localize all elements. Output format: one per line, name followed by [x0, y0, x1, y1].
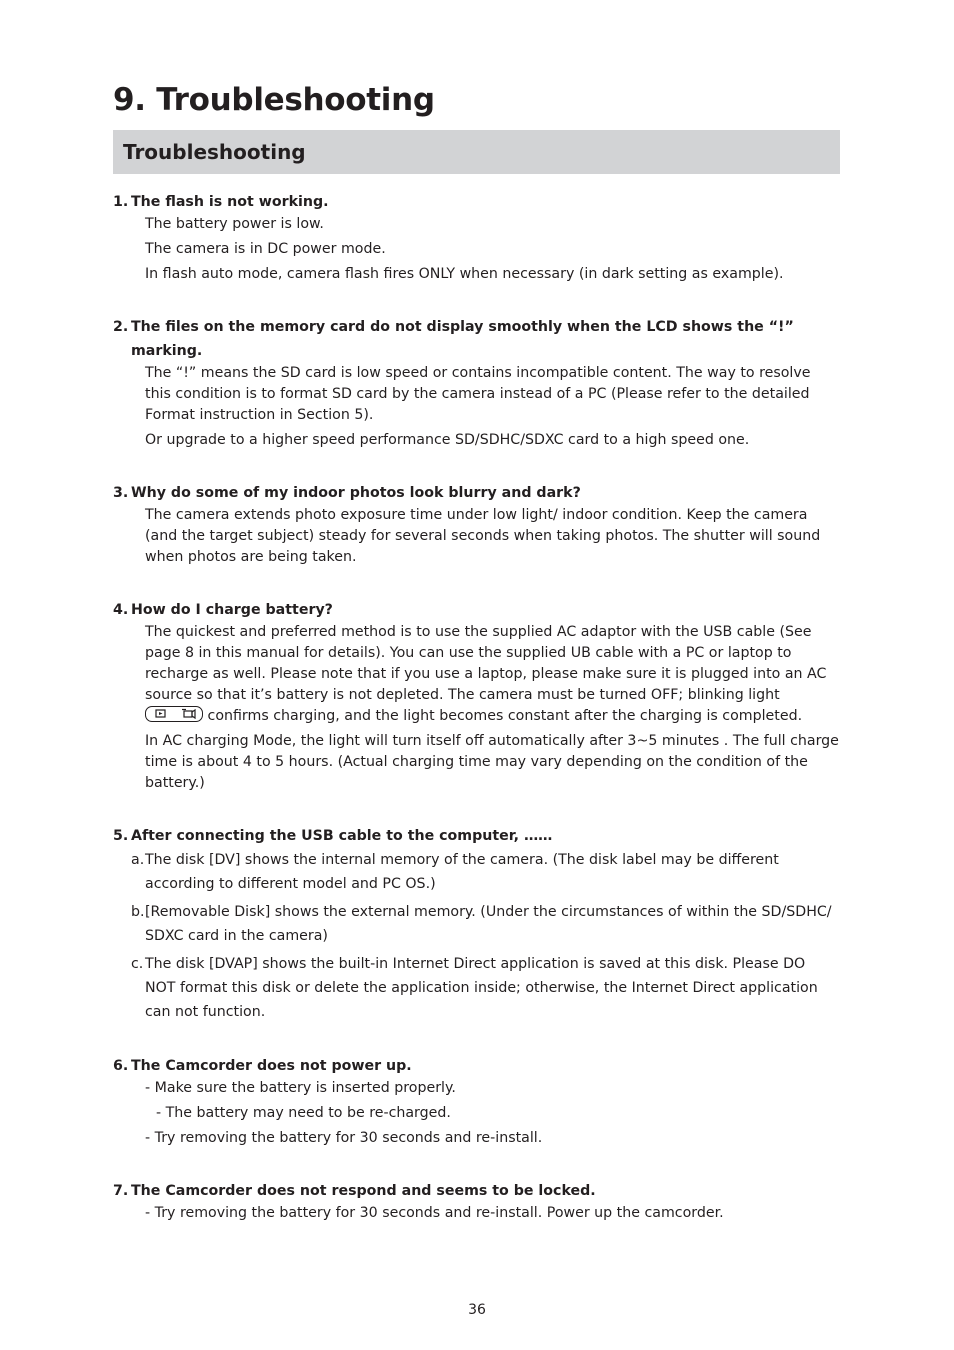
faq-question: [113, 190, 840, 214]
question-number: 4.: [113, 602, 129, 618]
faq-item-4: [113, 598, 840, 794]
faq-question: [113, 315, 840, 363]
question-text: The flash is not working.: [131, 194, 329, 210]
question-text: After connecting the USB cable to the computer, ……: [131, 828, 553, 844]
faq-question: [113, 481, 840, 505]
faq-question: [113, 1054, 840, 1078]
question-text: The files on the memory card do not display smoothly when the LCD shows the “!” marking.: [131, 319, 794, 359]
sub-item-label: a.: [131, 852, 145, 868]
faq-question: [113, 824, 840, 848]
faq-item-5: [113, 824, 840, 1024]
answer-line: Or upgrade to a higher speed performance SD/SDHC/SDXC card to a high speed one.: [145, 432, 750, 448]
dash-line: - Try removing the battery for 30 seconds and re-install.: [145, 1130, 543, 1146]
answer-paragraph: In AC charging Mode, the light will turn itself off automatically after 3~5 minutes . The full charge time is about 4 to 5 hours. (Actual charging time may vary depending on the condition of the battery.): [145, 733, 839, 791]
sub-item-b: [113, 900, 840, 948]
answer-paragraph: The “!” means the SD card is low speed or contains incompatible content. The way to resolve this condition is to format SD card by the camera instead of a PC (Please refer to the detailed Format instruction in Section 5).: [145, 365, 811, 423]
faq-item-3: [113, 481, 840, 568]
question-text: How do I charge battery?: [131, 602, 333, 618]
status-light-icon: [145, 706, 203, 722]
question-number: 7.: [113, 1183, 129, 1199]
page-number: 36: [468, 1302, 486, 1318]
dash-line: - Try removing the battery for 30 seconds and re-install. Power up the camcorder.: [145, 1205, 724, 1221]
faq-answer: [113, 622, 840, 794]
sub-item-a: [113, 848, 840, 896]
sub-item-text: [Removable Disk] shows the external memory. (Under the circumstances of within the SD/SDHC/ SDXC card in the camera): [145, 904, 832, 944]
question-text: Why do some of my indoor photos look blurry and dark?: [131, 485, 581, 501]
troubleshooting-list: [113, 190, 840, 1254]
faq-item-6: [113, 1054, 840, 1149]
dash-line: - The battery may need to be re-charged.: [156, 1105, 451, 1121]
question-number: 1.: [113, 194, 129, 210]
question-number: 6.: [113, 1058, 129, 1074]
answer-text-part1: The quickest and preferred method is to use the supplied AC adaptor with the USB cable (See page 8 in this manual for details). You can use the supplied UB cable with a PC or laptop to recharge as well. Please note that if you use a laptop, please make sure it is plugged into an AC source so that it’s battery is not depleted. The camera must be turned OFF; blinking light: [145, 624, 827, 703]
answer-paragraph: [145, 622, 840, 727]
page-title: 9. Troubleshooting: [113, 82, 435, 118]
faq-item-7: [113, 1179, 840, 1224]
faq-answer: [113, 505, 840, 568]
faq-item-2: [113, 315, 840, 451]
question-number: 5.: [113, 828, 129, 844]
sub-item-label: b.: [131, 904, 145, 920]
faq-answer: [113, 214, 840, 285]
answer-paragraph: The camera extends photo exposure time under low light/ indoor condition. Keep the camera (and the target subject) steady for several seconds when taking photos. The shutter will sound when photos are being taken.: [145, 507, 821, 565]
question-number: 2.: [113, 319, 129, 335]
sub-item-c: [113, 952, 840, 1024]
question-text: The Camcorder does not power up.: [131, 1058, 412, 1074]
answer-text-part2: confirms charging, and the light becomes constant after the charging is completed.: [207, 708, 803, 724]
answer-line: The camera is in DC power mode.: [145, 241, 386, 257]
answer-line: The battery power is low.: [145, 216, 324, 232]
faq-answer: [113, 363, 840, 451]
section-header-bar: [113, 130, 840, 174]
faq-question: [113, 598, 840, 622]
answer-line: In flash auto mode, camera flash fires ONLY when necessary (in dark setting as example).: [145, 266, 784, 282]
sub-item-text: The disk [DVAP] shows the built-in Internet Direct application is saved at this disk. Please DO NOT format this disk or delete the application inside; otherwise, the Internet Direct application can not function.: [145, 956, 818, 1020]
question-number: 3.: [113, 485, 129, 501]
dash-line: - Make sure the battery is inserted properly.: [145, 1080, 456, 1096]
section-heading: Troubleshooting: [123, 140, 306, 164]
faq-question: [113, 1179, 840, 1203]
question-text: The Camcorder does not respond and seems to be locked.: [131, 1183, 596, 1199]
faq-item-1: [113, 190, 840, 285]
sub-item-text: The disk [DV] shows the internal memory of the camera. (The disk label may be different according to different model and PC OS.): [145, 852, 779, 892]
sub-item-label: c.: [131, 956, 144, 972]
